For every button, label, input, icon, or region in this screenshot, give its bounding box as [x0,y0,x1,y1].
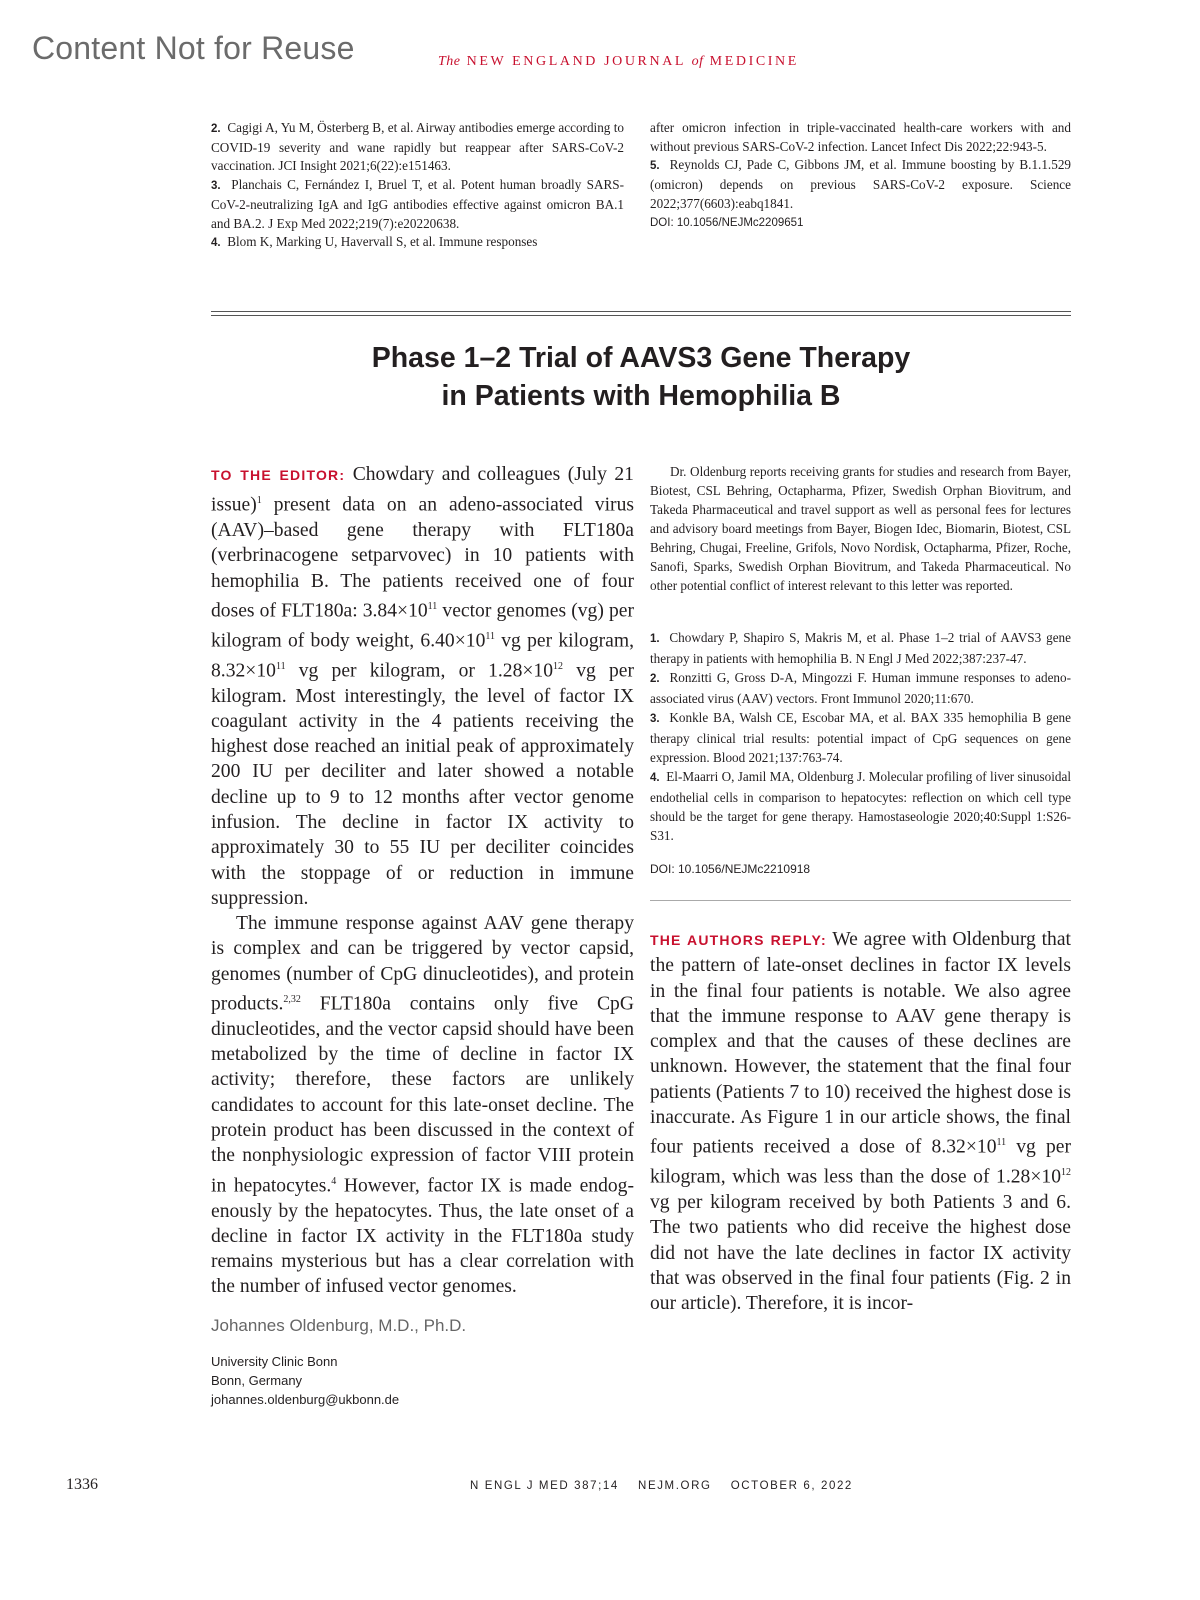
affiliation-institution: University Clinic Bonn [211,1353,338,1369]
right-column [650,462,1071,1317]
article-title [211,339,1071,415]
exponent: 11 [427,601,438,613]
reference-item [650,628,1071,668]
affiliation-location: Bonn, Germany [211,1372,303,1388]
article-title-line2: in Patients with Hemophilia B [441,380,841,412]
citation-superscript: 4 [331,1175,337,1187]
letter-lead: TO THE EDITOR: [211,467,346,483]
text-run: vg per kilogram received by both Patients 3 and 6. The two patients who did receive the highest dose did not have the late declines in factor IX activity that was observed in the final four patients (Fig. 2 in our article). Therefore, it is incor- [650,1192,1071,1315]
exponent: 12 [553,660,564,672]
text-run: The immune response against AAV gene therapy is complex and can be triggered by vector capsid, genomes (number of CpG dinucleotides), and protein products. [211,913,634,1015]
reference-item [650,668,1071,708]
author-name: Johannes Oldenburg, M.D., Ph.D. [211,1315,467,1335]
exponent: 12 [1061,1167,1071,1179]
reference-number: 3. [211,180,221,193]
text-run: vg per kilogram, or 1.28×10 [285,660,554,682]
reference-number: 3. [650,713,660,725]
section-divider [650,900,1071,901]
disclosure-statement: Dr. Oldenburg reports receiving grants for studies and research from Bayer, Biotest, CSL Behring, Octapharma, Pfizer, Swedish Orphan Biovitrum, and Takeda Pharmaceutical and travel support as well as personal fees for lectures and advisory board meetings from Bayer, Biogen Idec, Biomarin, Biotest, CSL Behring, Chugai, Freeline, Grifols, Novo Nordisk, Octapharma, Pfizer, Roche, Sanofi, Sparks, Swedish Orphan Biovitrum, and Takeda Pharmaceutical. No other potential conflict of interest relevant to this letter was reported. [650,464,1071,593]
text-run: vg per kilogram, 8.32×10 [211,630,634,682]
text-run: vg per kilogram, which was less than the dose of 1.28×10 [650,1136,1071,1188]
reference-text: Konkle BA, Walsh CE, Escobar MA, et al. BAX 335 hemophilia B gene therapy clinical trial results: potential impact of CpG sequences on gene expression. Blood 2021;137:763-74. [650,710,1071,765]
reply-paragraph [650,927,1071,1317]
journal-running-head [438,54,799,70]
reference-item [211,176,624,233]
letter-column [211,462,634,1409]
reference-text: Reynolds CJ, Pade C, Gibbons JM, et al. Immune boosting by B.1.1.529 (omicron) depends on previous SARS-CoV-2 exposure. Science 2022;377(6603):eabq1841. [650,157,1072,211]
text-run: present data on an adeno-associated virus (AAV)–based gene therapy with FLT180a (verbrinacogene setparvovec) in 10 patients with hemophilia B. The patients received one of four doses of FLT180a: 3.84×10 [211,494,634,622]
doi-link[interactable]: DOI: 10.1056/NEJMc2209651 [650,216,804,229]
reference-item [650,708,1071,767]
reference-item [211,119,624,176]
running-head-medicine: MEDICINE [709,54,799,69]
reference-item [650,156,1071,213]
reference-text: Planchais C, Fernández I, Bruel T, et al. Potent human broadly SARS-CoV-2-neutralizing IgA and IgG antibodies effective against omicron BA.1 and BA.2. J Exp Med 2022;219(7):e20220638. [211,177,625,231]
text-run: FLT180a contains only five CpG dinucleotides, and the vector capsid should have been metabolized by the time of decline in factor IX activity; therefore, these factors are unlikely candidates to account for this late-onset decline. The protein product has been discussed in the context of the nonphysiologic expression of factor VIII protein in hepatocytes. [211,993,634,1197]
letter-paragraph-2 [211,911,634,1300]
exponent: 11 [996,1137,1007,1149]
letter-paragraph-1 [211,462,634,911]
author-affiliation [211,1352,634,1409]
text-run: We agree with Oldenburg that the pattern of late-onset declines in factor IX levels in the final four patients is notable. We also agree that the immune response to AAV gene therapy is complex and that the causes of these declines are unknown. However, the statement that the final four patients (Patients 7 to 10) received the highest dose is inaccurate. As Figure 1 in our article shows, the final four patients received a dose of 8.32×10 [650,929,1071,1158]
page-number: 1336 [66,1476,98,1493]
text-run: Chowdary and colleagues (July 21 issue) [211,464,634,516]
section-divider [211,311,1071,316]
top-references-left [211,119,624,253]
reference-number: 4. [650,772,660,784]
author-email-link[interactable]: johannes.oldenburg@ukbonn.de [211,1391,400,1407]
exponent: 11 [275,660,286,672]
top-references-right [650,119,1071,232]
reference-text: Chowdary P, Shapiro S, Makris M, et al. Phase 1–2 trial of AAVS3 gene therapy in patients with hemophilia B. N Engl J Med 2022;387:237-47. [650,630,1071,666]
text-run: vg per kilogram. Most interestingly, the level of factor IX coagulant activity in the 4 patients receiving the highest dose reached an initial peak of approximately 200 IU per deciliter and later showed a notable decline up to 9 to 12 months after vector genome infusion. The decline in factor IX activity to approximately 30 to 55 IU per deciliter coincides with the stoppage of or reduction in immune suppression. [211,660,634,909]
article-title-line1: Phase 1–2 Trial of AAVS3 Gene Therapy [371,342,911,374]
watermark: Content Not for Reuse [32,30,355,66]
text-run: However, factor IX is made endogenously by the hepatocytes. Thus, the late onset of a decline in factor IX activity in the FLT180a study remains mysterious but has a clear correlation with the number of infused vector genomes. [211,1175,635,1298]
exponent: 11 [485,630,496,642]
running-head-journal: NEW ENGLAND JOURNAL [466,54,686,69]
reference-text: Blom K, Marking U, Havervall S, et al. Immune responses [227,234,538,250]
reference-number: 1. [650,633,660,645]
citation-superscript: 1 [256,495,262,507]
citation-superscript: 2,32 [283,994,301,1006]
reference-continuation: after omicron infection in triple-vaccinated health-care workers with and without previous SARS-CoV-2 infection. Lancet Infect Dis 2022;22:943-5. [650,120,1071,154]
reference-item [650,767,1071,845]
reference-number: 4. [211,237,221,250]
reference-number: 5. [650,160,660,173]
reference-item [211,233,624,253]
footer-citation: N ENGL J MED 387;14 NEJM.ORG OCTOBER 6, 2022 [470,1480,853,1492]
reference-text: El-Maarri O, Jamil MA, Oldenburg J. Molecular profiling of liver sinusoidal endothelial cells in comparison to hepatocytes: reflection on which cell type should be the target for gene therapy. Hamostaseologie 2020;40:Suppl 1:S26-S31. [650,769,1072,843]
reference-text: Ronzitti G, Gross D-A, Mingozzi F. Human immune responses to adeno-associated virus (AAV) vectors. Front Immunol 2020;11:670. [650,670,1071,706]
reference-number: 2. [211,123,221,135]
reference-text: Cagigi A, Yu M, Österberg B, et al. Airway antibodies emerge according to COVID-19 severity and wane rapidly but reappear after SARS-CoV-2 vaccination. JCI Insight 2021;6(22):e151463. [211,120,625,174]
reply-lead: THE AUTHORS REPLY: [650,932,827,948]
doi-link[interactable]: DOI: 10.1056/NEJMc2210918 [650,862,811,876]
running-head-the: The [438,54,461,69]
text-run: vector genomes (vg) per kilogram of body weight, 6.40×10 [211,600,634,652]
reference-number: 2. [650,673,660,685]
running-head-of: of [691,54,704,69]
letter-references [650,628,1071,845]
